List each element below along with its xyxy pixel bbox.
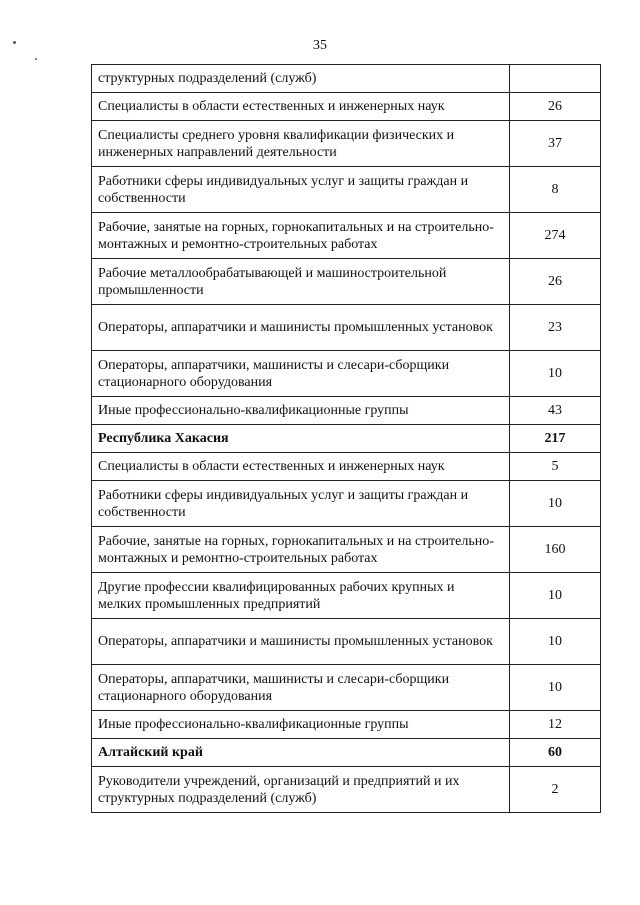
row-value: 10 — [510, 351, 601, 397]
row-label: Рабочие, занятые на горных, горнокапитальных и на строительно-монтажных и ремонтно-строительных работах — [92, 527, 510, 573]
table-row — [92, 93, 601, 121]
row-label: Специалисты в области естественных и инженерных наук — [92, 93, 510, 121]
row-label: Рабочие, занятые на горных, горнокапитальных и на строительно-монтажных и ремонтно-строительных работах — [92, 213, 510, 259]
row-value: 10 — [510, 573, 601, 619]
row-value: 23 — [510, 305, 601, 351]
table-row — [92, 259, 601, 305]
row-value: 26 — [510, 93, 601, 121]
row-label: Операторы, аппаратчики и машинисты промышленных установок — [92, 305, 510, 351]
table-row — [92, 213, 601, 259]
row-label: структурных подразделений (служб) — [92, 65, 510, 93]
row-label: Иные профессионально-квалификационные группы — [92, 711, 510, 739]
row-value: 10 — [510, 619, 601, 665]
table-row — [92, 767, 601, 813]
region-row — [92, 425, 601, 453]
row-label: Работники сферы индивидуальных услуг и защиты граждан и собственности — [92, 167, 510, 213]
table-row — [92, 397, 601, 425]
row-label: Специалисты среднего уровня квалификации физических и инженерных направлений деятельности — [92, 121, 510, 167]
row-label: Операторы, аппаратчики, машинисты и слесари-сборщики стационарного оборудования — [92, 351, 510, 397]
staffing-table — [91, 64, 601, 813]
table-row — [92, 351, 601, 397]
region-name: Республика Хакасия — [92, 425, 510, 453]
row-value: 10 — [510, 665, 601, 711]
row-value: 160 — [510, 527, 601, 573]
table-row — [92, 121, 601, 167]
row-label: Руководители учреждений, организаций и предприятий и их структурных подразделений (служб) — [92, 767, 510, 813]
region-row — [92, 739, 601, 767]
table-row — [92, 665, 601, 711]
row-value: 43 — [510, 397, 601, 425]
row-value: 2 — [510, 767, 601, 813]
region-total: 217 — [510, 425, 601, 453]
row-label: Операторы, аппаратчики, машинисты и слесари-сборщики стационарного оборудования — [92, 665, 510, 711]
region-name: Алтайский край — [92, 739, 510, 767]
row-label: Операторы, аппаратчики и машинисты промышленных установок — [92, 619, 510, 665]
row-value — [510, 65, 601, 93]
table-row — [92, 711, 601, 739]
row-value: 274 — [510, 213, 601, 259]
row-value: 37 — [510, 121, 601, 167]
row-value: 10 — [510, 481, 601, 527]
table-row — [92, 167, 601, 213]
row-value: 12 — [510, 711, 601, 739]
region-total: 60 — [510, 739, 601, 767]
row-label: Рабочие металлообрабатывающей и машиностроительной промышленности — [92, 259, 510, 305]
scan-speck — [35, 58, 37, 60]
table-row — [92, 65, 601, 93]
row-value: 5 — [510, 453, 601, 481]
row-label: Работники сферы индивидуальных услуг и защиты граждан и собственности — [92, 481, 510, 527]
table-row — [92, 453, 601, 481]
row-label: Иные профессионально-квалификационные группы — [92, 397, 510, 425]
row-label: Специалисты в области естественных и инженерных наук — [92, 453, 510, 481]
table-row — [92, 481, 601, 527]
table-row — [92, 305, 601, 351]
table-row — [92, 527, 601, 573]
table-row — [92, 619, 601, 665]
row-value: 8 — [510, 167, 601, 213]
row-value: 26 — [510, 259, 601, 305]
table-row — [92, 573, 601, 619]
page-number: 35 — [313, 38, 327, 53]
row-label: Другие профессии квалифицированных рабочих крупных и мелких промышленных предприятий — [92, 573, 510, 619]
